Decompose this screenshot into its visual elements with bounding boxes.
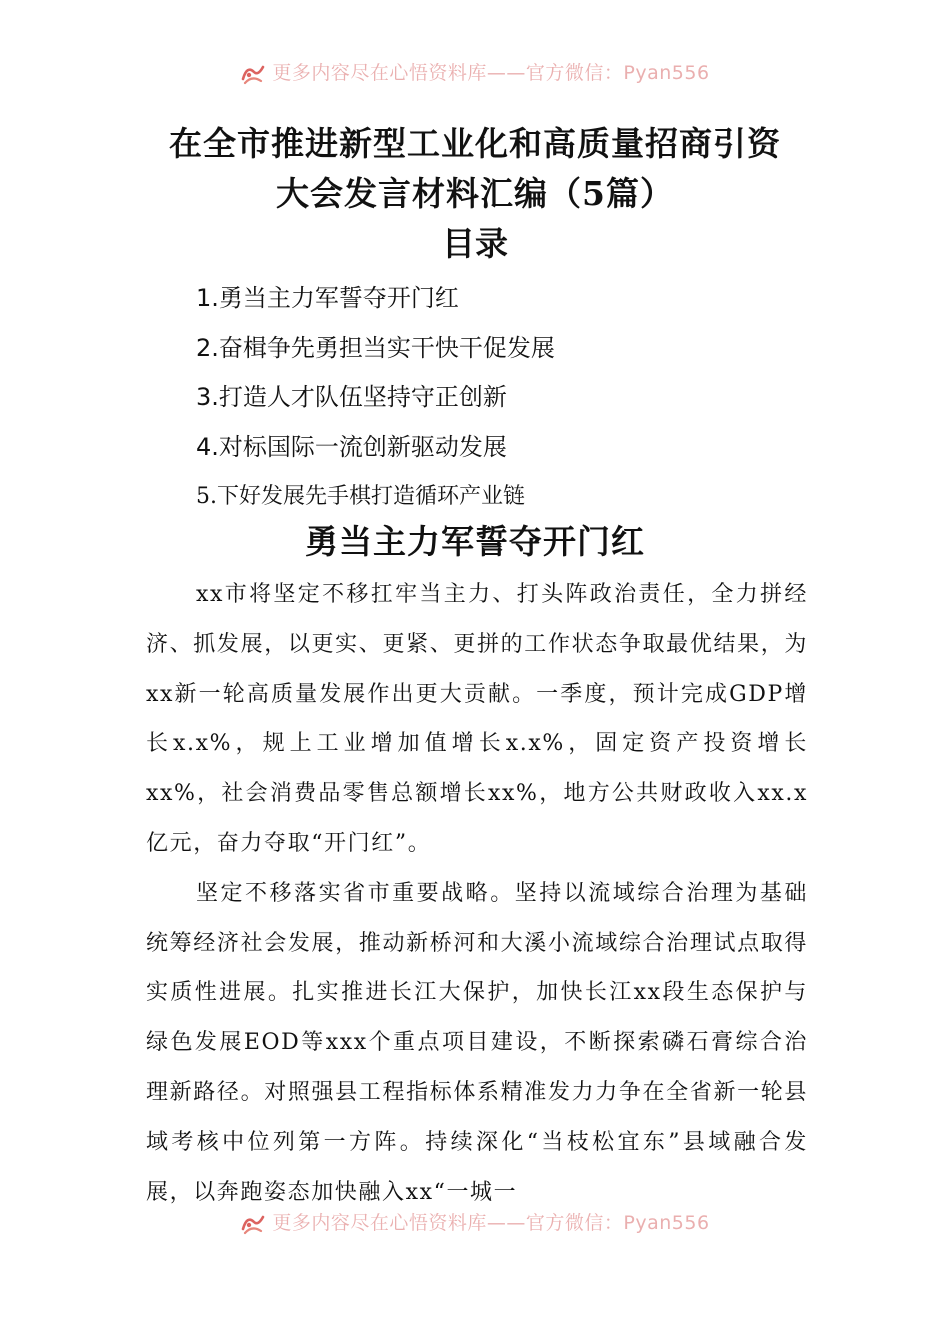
article-body (146, 570, 808, 1217)
document-title-line-1: 在全市推进新型工业化和高质量招商引资 (169, 124, 781, 163)
brand-logo-icon (240, 63, 266, 90)
toc-heading: 目录 (442, 224, 508, 263)
watermark-text: 更多内容尽在心悟资料库——官方微信：Pyan556 (272, 62, 710, 84)
toc-item: 5.下好发展先手棋打造循环产业链 (196, 484, 525, 509)
toc-item: 2.奋楫争先勇担当实干快干促发展 (196, 333, 555, 362)
toc-item: 1.勇当主力军誓夺开门红 (196, 284, 459, 312)
table-of-contents (196, 274, 555, 522)
brand-logo-icon (240, 1213, 266, 1240)
watermark-bottom (0, 1208, 950, 1240)
section-title: 勇当主力军誓夺开门红 (305, 522, 645, 561)
toc-item: 3.打造人才队伍坚持守正创新 (196, 383, 507, 411)
document-title-line-2: 大会发言材料汇编（5篇） (276, 174, 674, 213)
paragraph: 坚定不移落实省市重要战略。坚持以流域综合治理为基础统筹经济社会发展，推动新桥河和大溪小流域综合治理试点取得实质性进展。扎实推进长江大保护，加快长江xx段生态保护与绿色发展EOD等xxx个重点项目建设，不断探索磷石膏综合治理新路径。对照强县工程指标体系精准发力力争在全省新一轮县域考核中位列第一方阵。持续深化“当枝松宜东”县域融合发展，以奔跑姿态加快融入xx“一城一 (146, 880, 808, 1205)
paragraph: xx市将坚定不移扛牢当主力、打头阵政治责任，全力拼经济、抓发展，以更实、更紧、更拼的工作状态争取最优结果，为xx新一轮高质量发展作出更大贡献。一季度，预计完成GDP增长x.x%，规上工业增加值增长x.x%，固定资产投资增长xx%，社会消费品零售总额增长xx%，地方公共财政收入xx.x亿元，奋力夺取“开门红”。 (146, 582, 808, 856)
toc-item: 4.对标国际一流创新驱动发展 (196, 432, 507, 461)
watermark-text: 更多内容尽在心悟资料库——官方微信：Pyan556 (272, 1212, 710, 1234)
watermark-top (0, 58, 950, 90)
